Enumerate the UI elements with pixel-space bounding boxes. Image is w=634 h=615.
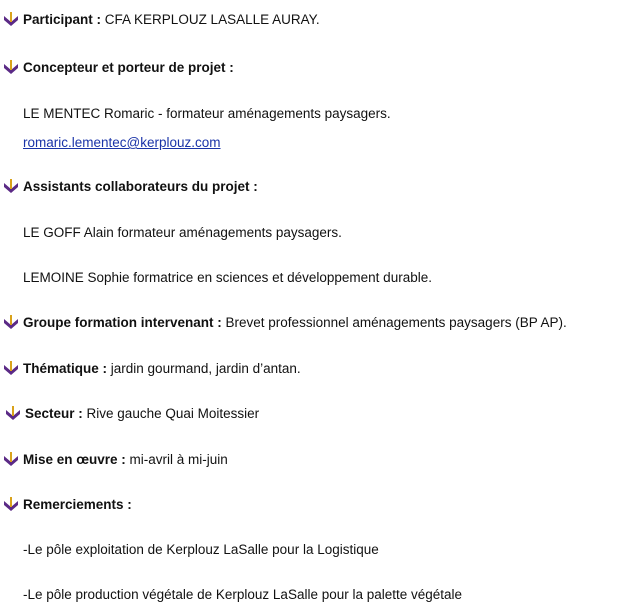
remerciements-label: Remerciements :: [23, 497, 132, 512]
concepteur-heading: [23, 59, 234, 77]
assistants-label: Assistants collaborateurs du projet :: [23, 179, 258, 194]
participant-label: Participant :: [23, 12, 102, 27]
arrow-bullet-icon: [3, 451, 19, 469]
remerciements-heading: [23, 496, 132, 514]
arrow-bullet-icon: [3, 496, 19, 514]
participant-value: CFA KERPLOUZ LASALLE AURAY.: [104, 12, 320, 27]
participant-line: [23, 11, 320, 29]
groupe-value: Brevet professionnel aménagements paysagers (BP AP).: [225, 315, 567, 330]
assistant-item: LE GOFF Alain formateur aménagements paysagers.: [23, 225, 342, 240]
mise-en-oeuvre-label: Mise en œuvre :: [23, 452, 126, 467]
arrow-bullet-icon: [3, 360, 19, 378]
concepteur-email-line: [23, 134, 221, 152]
arrow-bullet-icon: [3, 59, 19, 77]
arrow-bullet-icon: [3, 178, 19, 196]
arrow-bullet-icon: [5, 405, 21, 423]
mise-en-oeuvre-line: [23, 451, 228, 469]
assistants-heading: [23, 178, 258, 196]
concepteur-person: LE MENTEC Romaric - formateur aménagements paysagers.: [23, 106, 391, 121]
thematique-label: Thématique :: [23, 361, 108, 376]
assistant-item: LEMOINE Sophie formatrice en sciences et développement durable.: [23, 270, 432, 285]
secteur-label: Secteur :: [25, 406, 83, 421]
secteur-line: [25, 405, 259, 423]
thematique-value: jardin gourmand, jardin d’antan.: [110, 361, 301, 376]
remerciements-item: -Le pôle production végétale de Kerplouz LaSalle pour la palette végétale: [23, 587, 463, 602]
groupe-line: [23, 314, 567, 332]
thematique-line: [23, 360, 301, 378]
arrow-bullet-icon: [3, 11, 19, 29]
mise-en-oeuvre-value: mi-avril à mi-juin: [129, 452, 228, 467]
email-link[interactable]: romaric.lementec@kerplouz.com: [23, 135, 221, 150]
remerciements-item: -Le pôle exploitation de Kerplouz LaSalle pour la Logistique: [23, 542, 379, 557]
groupe-label: Groupe formation intervenant :: [23, 315, 222, 330]
concepteur-label: Concepteur et porteur de projet :: [23, 60, 234, 75]
arrow-bullet-icon: [3, 314, 19, 332]
secteur-value: Rive gauche Quai Moitessier: [86, 406, 260, 421]
